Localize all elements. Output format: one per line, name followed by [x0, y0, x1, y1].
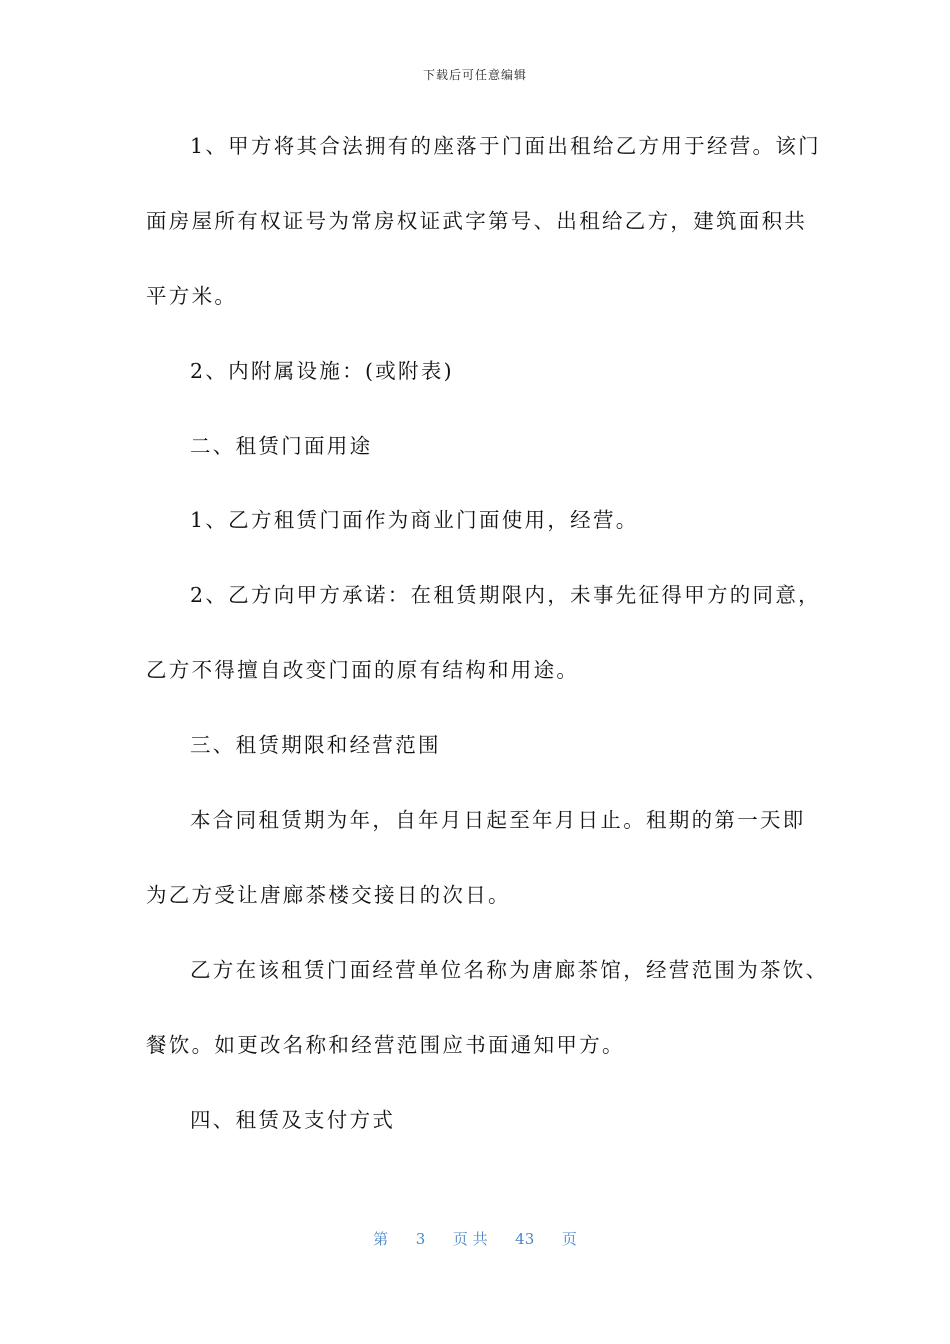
- section-heading: 二、租赁门面用途: [190, 433, 373, 458]
- current-page-number: 3: [415, 1230, 426, 1248]
- paragraph-line: 平方米。: [146, 283, 238, 308]
- paragraph-line: 1、甲方将其合法拥有的座落于门面出租给乙方用于经营。该门: [190, 134, 821, 158]
- section-heading: 三、租赁期限和经营范围: [190, 733, 441, 758]
- page-suffix: 页: [561, 1230, 577, 1248]
- page-prefix: 第: [373, 1230, 389, 1248]
- paragraph-line: 2、内附属设施：(或附表): [190, 358, 454, 383]
- page-mid-text: 页 共: [452, 1230, 488, 1248]
- document-body: [146, 124, 829, 1172]
- section-heading: 四、租赁及支付方式: [190, 1107, 396, 1132]
- page-number-footer: [0, 1228, 950, 1249]
- paragraph-line: 乙方不得擅自改变门面的原有结构和用途。: [146, 658, 580, 683]
- page-header-note: 下载后可任意编辑: [422, 68, 527, 82]
- paragraph-line: 餐饮。如更改名称和经营范围应书面通知甲方。: [146, 1032, 625, 1057]
- paragraph-line: 2、乙方向甲方承诺：在租赁期限内，未事先征得甲方的同意，: [190, 583, 821, 608]
- paragraph-line: 本合同租赁期为年，自年月日起至年月日止。租期的第一天即: [190, 808, 806, 833]
- paragraph-line: 乙方在该租赁门面经营单位名称为唐廊茶馆，经营范围为茶饮、: [190, 957, 829, 982]
- paragraph-line: 面房屋所有权证号为常房权证武字第号、出租给乙方，建筑面积共: [146, 208, 808, 233]
- paragraph-line: 为乙方受让唐廊茶楼交接日的次日。: [146, 882, 511, 907]
- paragraph-line: 1、乙方租赁门面作为商业门面使用，经营。: [190, 508, 639, 533]
- total-pages-number: 43: [515, 1230, 535, 1248]
